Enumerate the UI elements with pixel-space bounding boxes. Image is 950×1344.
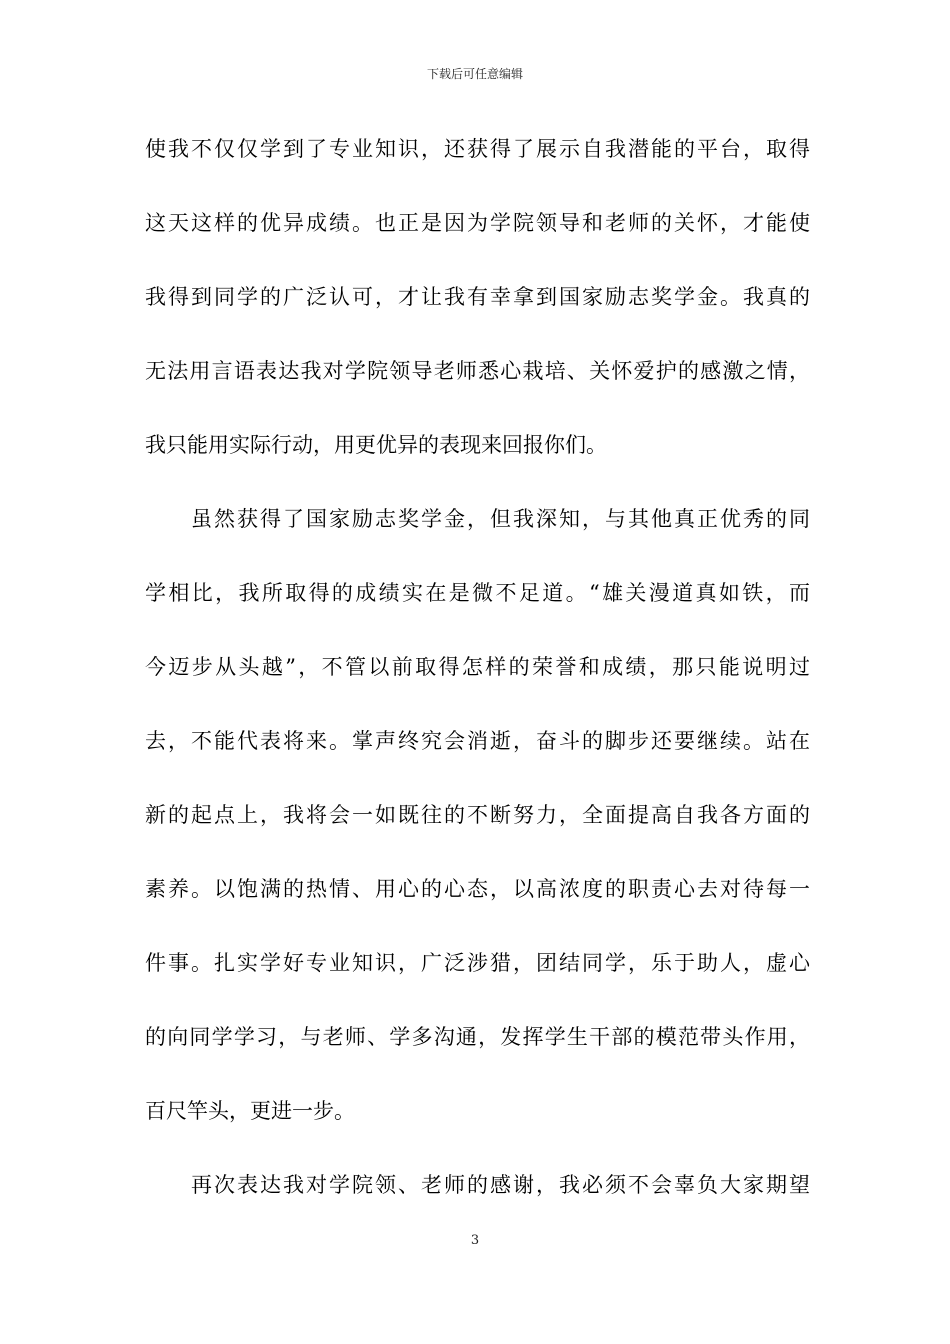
text-line: 这天这样的优异成绩。也正是因为学院领导和老师的关怀，才能使 — [145, 211, 810, 235]
text-line: 件事。扎实学好专业知识，广泛涉猎，团结同学，乐于助人，虚心 — [145, 951, 810, 975]
text-line: 我得到同学的广泛认可，才让我有幸拿到国家励志奖学金。我真的 — [145, 285, 810, 309]
paragraph-2 — [145, 482, 810, 1148]
text-line: 新的起点上，我将会一如既往的不断努力，全面提高自我各方面的 — [145, 803, 810, 827]
text-line: 的向同学学习，与老师、学多沟通，发挥学生干部的模范带头作用， — [145, 1025, 810, 1049]
text-line: 今迈步从头越”，不管以前取得怎样的荣誉和成绩，那只能说明过 — [145, 655, 810, 679]
text-line: 无法用言语表达我对学院领导老师悉心栽培、关怀爱护的感激之情， — [145, 359, 810, 383]
text-line: 使我不仅仅学到了专业知识，还获得了展示自我潜能的平台，取得 — [145, 137, 810, 161]
text-line: 素养。以饱满的热情、用心的心态，以高浓度的职责心去对待每一 — [145, 877, 810, 901]
text-line: 百尺竿头，更进一步。 — [145, 1099, 355, 1123]
page-number: 3 — [470, 1233, 480, 1248]
text-line: 去，不能代表将来。掌声终究会消逝，奋斗的脚步还要继续。站在 — [145, 729, 810, 753]
page-header: 下载后可任意编辑 — [426, 67, 523, 81]
paragraph-1 — [145, 112, 810, 482]
text-line: 学相比，我所取得的成绩实在是微不足道。“雄关漫道真如铁，而 — [145, 581, 810, 605]
paragraph-3 — [145, 1148, 810, 1222]
text-line: 再次表达我对学院领、老师的感谢，我必须不会辜负大家期望 — [191, 1173, 810, 1197]
body-text — [145, 112, 810, 1222]
text-line: 虽然获得了国家励志奖学金，但我深知，与其他真正优秀的同 — [191, 507, 810, 531]
text-line: 我只能用实际行动，用更优异的表现来回报你们。 — [145, 433, 607, 457]
